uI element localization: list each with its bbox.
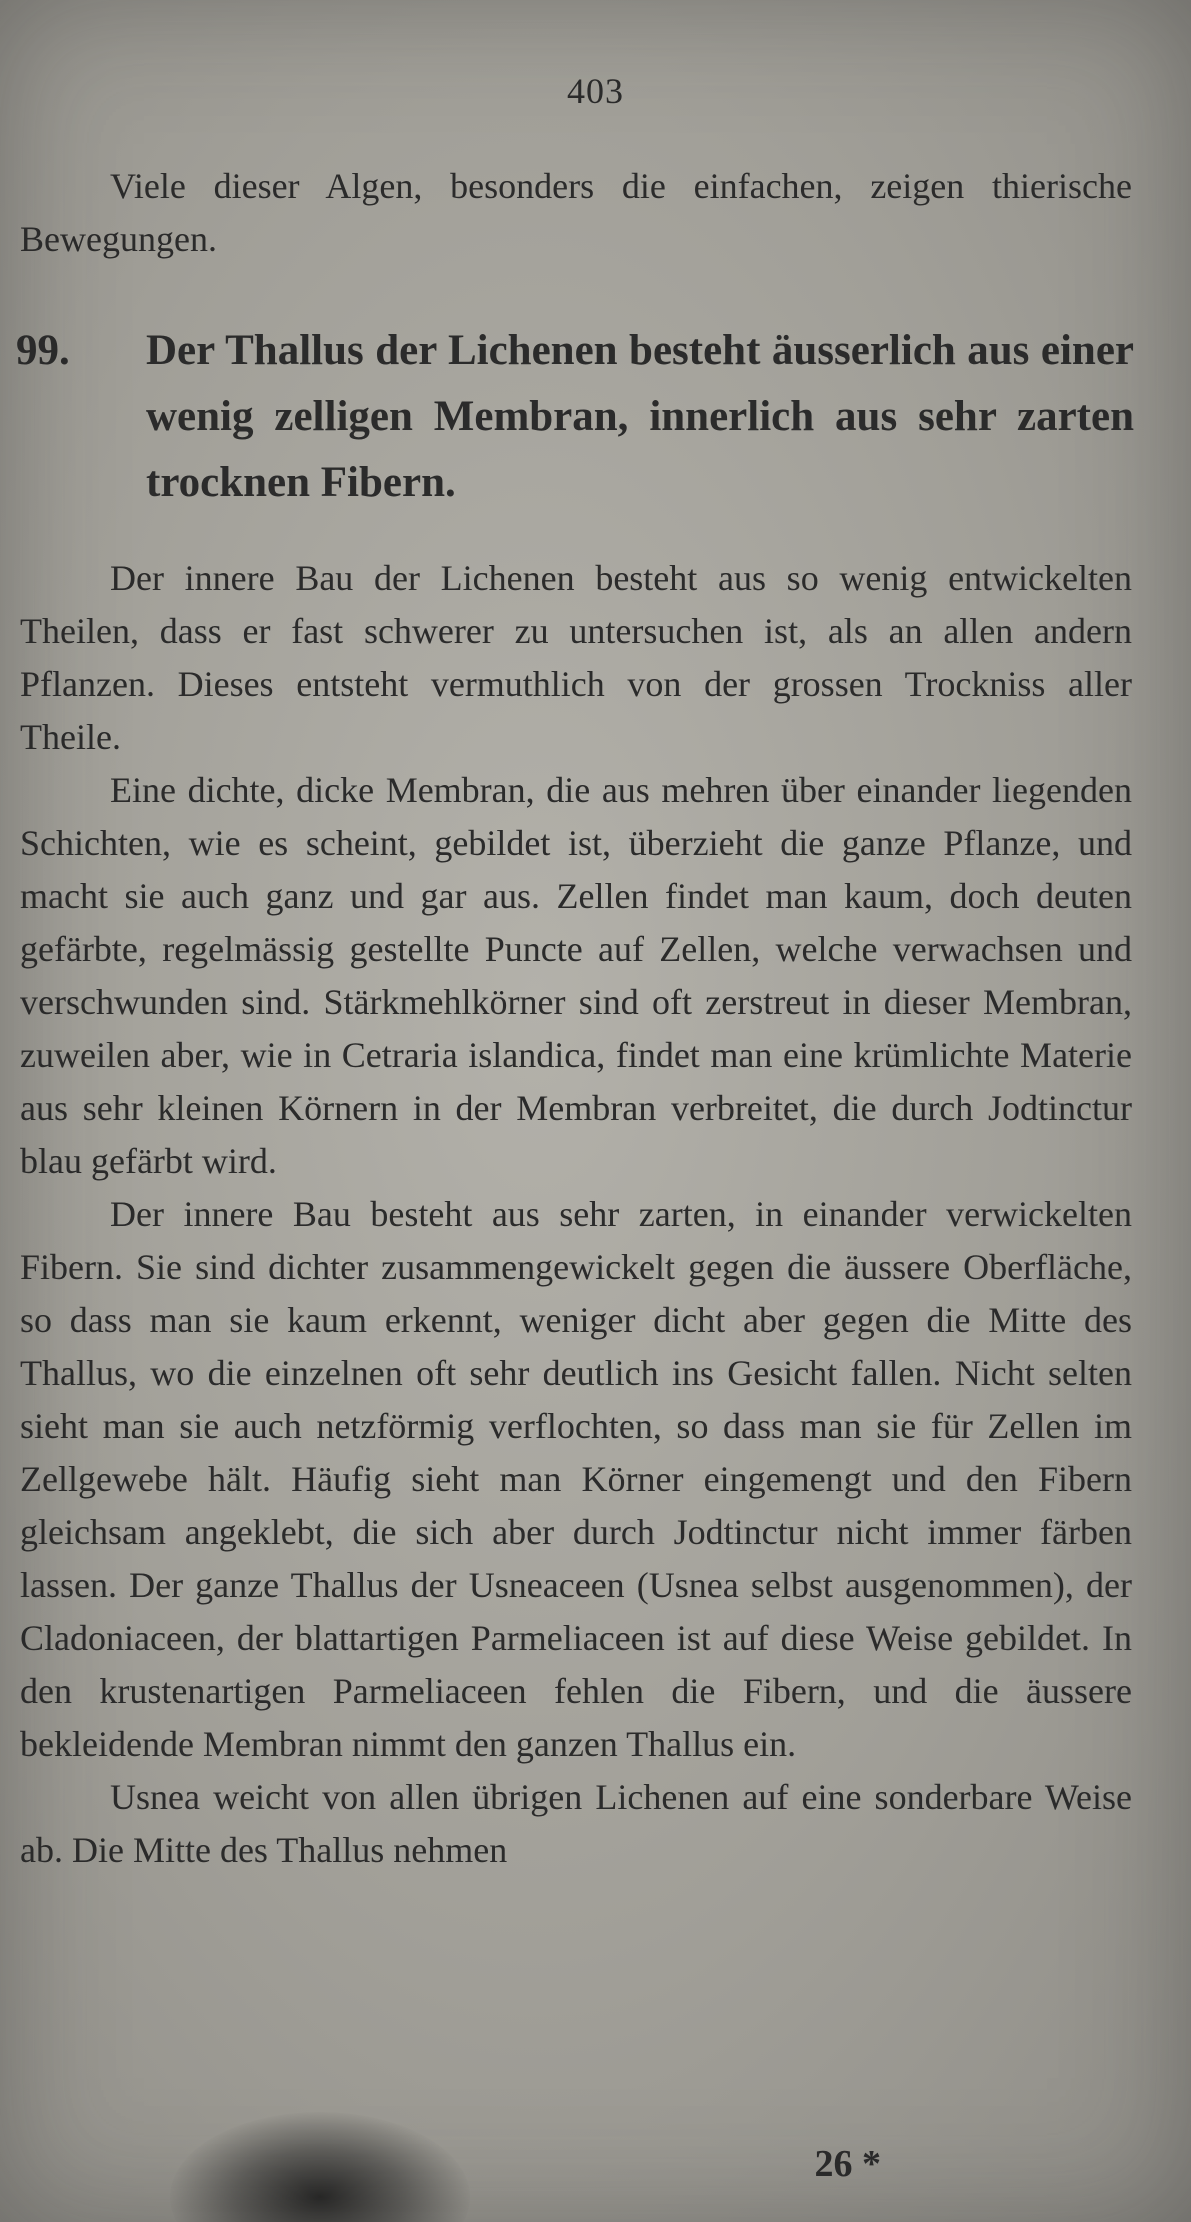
page-number: 403 [567, 71, 624, 111]
paragraph: Der innere Bau der Lichenen besteht aus so wenig entwickelten Theilen, dass er fast schwerer zu untersuchen ist, als an allen andern Pflanzen. Dieses entsteht vermuthlich von der grossen Trockniss aller Theile. [20, 558, 1132, 757]
paragraph: Usnea weicht von allen übrigen Lichenen auf eine sonderbare Weise ab. Die Mitte des Thallus nehmen [20, 1777, 1132, 1870]
paragraph: Eine dichte, dicke Membran, die aus mehren über einander liegenden Schichten, wie es scheint, gebildet ist, überzieht die ganze Pflanze, und macht sie auch ganz und gar aus. Zellen findet man kaum, doch deuten gefärbte, regelmässig gestellte Puncte auf Zellen, welche verwachsen und verschwunden sind. Stärkmehlkörner sind oft zerstreut in dieser Membran, zuweilen aber, wie in Cetraria islandica, findet man eine krümlichte Materie aus sehr kleinen Körnern in der Membran verbreitet, die durch Jodtinctur blau gefärbt wird. [20, 770, 1132, 1181]
intro-paragraph: Viele dieser Algen, besonders die einfachen, zeigen thierische Bewegungen. [20, 166, 1132, 259]
paragraph: Der innere Bau besteht aus sehr zarten, in einander verwickelten Fibern. Sie sind dichter zusammengewickelt gegen die äussere Oberfläche, so dass man sie kaum erkennt, weniger dicht aber gegen die Mitte des Thallus, wo die einzelnen oft sehr deutlich ins Gesicht fallen. Nicht selten sieht man sie auch netzförmig verflochten, so dass man sie für Zellen im Zellgewebe hält. Häufig sieht man Körner eingemengt und den Fibern gleichsam angeklebt, die sich aber durch Jodtinctur nicht immer färben lassen. Der ganze Thallus der Usneaceen (Usnea selbst ausgenommen), der Cladoniaceen, der blattartigen Parmeliaceen ist auf diese Weise gebildet. In den krustenartigen Parmeliaceen fehlen die Fibern, und die äussere bekleidende Membran nimmt den ganzen Thallus ein. [20, 1194, 1132, 1764]
section-number: 99. [16, 327, 70, 374]
thumb-shadow [170, 2112, 470, 2222]
section-title: Der Thallus der Lichenen besteht äusserlich aus einer wenig zelligen Membran, innerlich aus sehr zarten trocknen Fibern. [146, 327, 1134, 506]
body-text [20, 552, 1132, 1877]
signature-mark: 26 * [814, 2143, 881, 2185]
section-heading [16, 318, 1134, 516]
